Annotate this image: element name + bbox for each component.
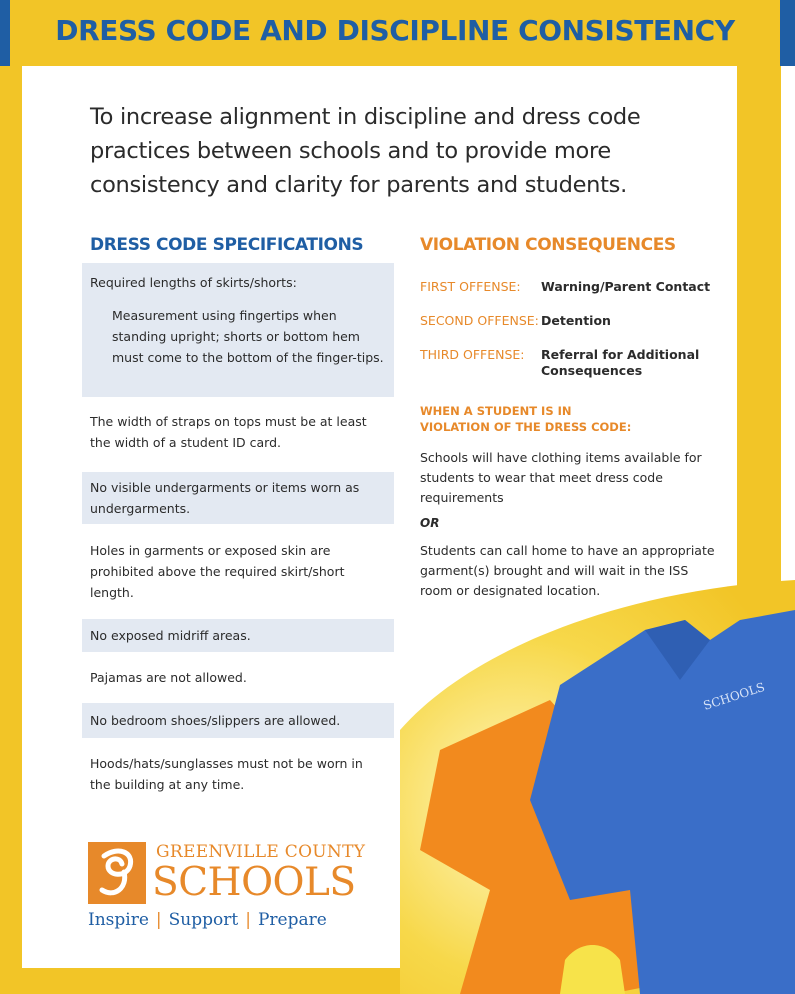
spec-text: No bedroom shoes/slippers are allowed. bbox=[90, 713, 341, 728]
violation-option-1: Schools will have clothing items available for students to wear that meet dress code requirements bbox=[420, 450, 702, 505]
spec-item-midriff bbox=[82, 619, 394, 652]
spec-item-pajamas bbox=[82, 667, 394, 691]
spec-item-slippers bbox=[82, 703, 394, 738]
offense-label: FIRST OFFENSE: bbox=[420, 279, 521, 294]
page-title: DRESS CODE AND DISCIPLINE CONSISTENCY bbox=[55, 14, 735, 47]
offense-label: THIRD OFFENSE: bbox=[420, 347, 525, 362]
spec-item-skirt-length bbox=[82, 263, 394, 397]
frame-left bbox=[0, 66, 22, 994]
spec-text: Holes in garments or exposed skin are prohibited above the required skirt/short length. bbox=[90, 543, 345, 600]
spec-item-undergarments bbox=[82, 472, 394, 524]
spec-text: No visible undergarments or items worn as undergarments. bbox=[90, 480, 360, 516]
spec-item-holes bbox=[82, 540, 394, 606]
violation-heading: VIOLATION CONSEQUENCES bbox=[420, 235, 676, 255]
intro-text: To increase alignment in discipline and dress code practices between schools and to provide more consistency and clarity for parents and students. bbox=[90, 104, 641, 198]
tagline-support: Support bbox=[168, 910, 239, 930]
offense-second bbox=[420, 313, 720, 331]
district-logo-mark bbox=[88, 842, 146, 904]
spec-text: No exposed midriff areas. bbox=[90, 628, 251, 643]
offense-first bbox=[420, 279, 720, 297]
offense-label: SECOND OFFENSE: bbox=[420, 313, 539, 328]
offense-value: Detention bbox=[541, 313, 611, 328]
shirts-illustration bbox=[380, 560, 795, 994]
offense-third bbox=[420, 347, 720, 381]
spec-item-straps bbox=[82, 411, 394, 461]
offense-value: Warning/Parent Contact bbox=[541, 279, 711, 294]
dress-code-heading: DRESS CODE SPECIFICATIONS bbox=[90, 235, 364, 255]
spec-text: Pajamas are not allowed. bbox=[90, 670, 247, 685]
violation-option-2: Students can call home to have an appropriate garment(s) brought and will wait in the ISS room or designated location. bbox=[420, 543, 715, 598]
spec-item-hoods bbox=[82, 753, 394, 799]
offense-value: Referral for Additional Consequences bbox=[541, 347, 700, 378]
tagline-prepare: Prepare bbox=[257, 910, 327, 930]
spec-text: The width of straps on tops must be at least the width of a student ID card. bbox=[90, 414, 367, 450]
tagline-inspire: Inspire bbox=[88, 910, 149, 930]
spec-text: Hoods/hats/sunglasses must not be worn in the building at any time. bbox=[90, 756, 363, 792]
shirt-logo: SCHOOLS bbox=[701, 679, 767, 713]
or-separator: OR bbox=[420, 516, 440, 530]
district-logo bbox=[88, 840, 388, 940]
logo-schools: SCHOOLS bbox=[152, 860, 356, 905]
spec-subtext: Measurement using fingertips when standing upright; shorts or bottom hem must come to the bottom of the finger-tips. bbox=[112, 308, 384, 365]
spec-text: Required lengths of skirts/shorts: bbox=[90, 275, 297, 290]
logo-tagline: Inspire | Support | Prepare bbox=[88, 910, 327, 930]
logo-district-name: GREENVILLE COUNTY bbox=[156, 842, 366, 862]
violation-subheading: WHEN A STUDENT IS IN VIOLATION OF THE DRESS CODE: bbox=[420, 404, 632, 434]
